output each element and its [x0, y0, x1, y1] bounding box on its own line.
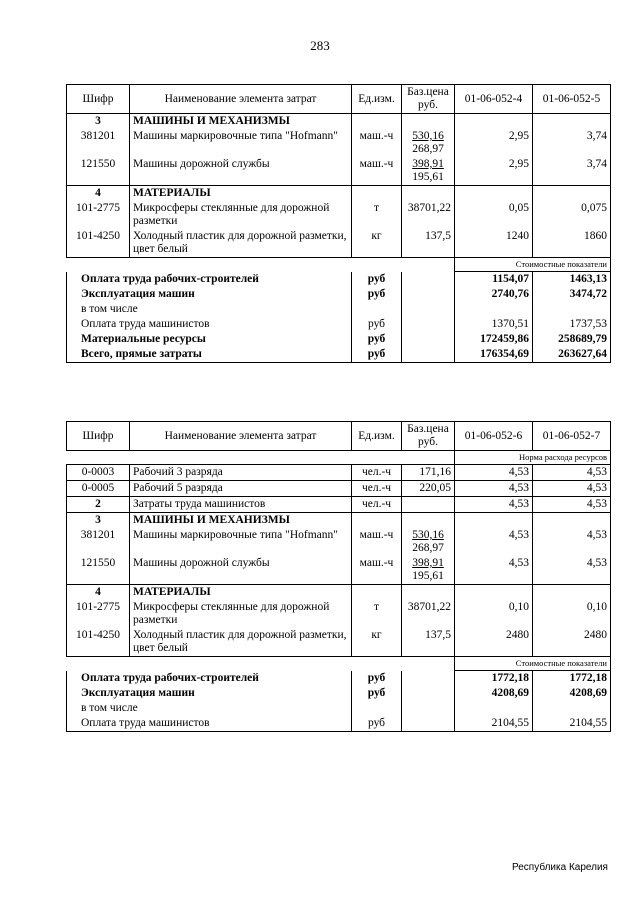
header-name: Наименование элемента затрат	[130, 422, 352, 451]
row-value-b: 4,53	[533, 528, 611, 556]
row-price-machinists: 268,97	[412, 143, 444, 155]
section-title: МАШИНЫ И МЕХАНИЗМЫ	[130, 114, 352, 130]
header-code: Шифр	[67, 422, 130, 451]
row-unit: кг	[352, 229, 402, 258]
resource-table-2	[66, 421, 611, 732]
row-value-a: 1240	[455, 229, 533, 258]
row-unit: чел.-ч	[352, 497, 402, 513]
row-name: Холодный пластик для дорожной разметки, цвет белый	[130, 229, 352, 258]
row-value-a: 2480	[455, 628, 533, 657]
row-price: 398,91	[412, 158, 444, 170]
row-price: 398,91	[412, 557, 444, 569]
summary-row	[67, 347, 611, 363]
header-col-b: 01-06-052-5	[533, 85, 611, 114]
row-price: 137,5	[402, 229, 455, 258]
row-code: 101-4250	[67, 229, 130, 258]
header-name: Наименование элемента затрат	[130, 85, 352, 114]
summary-row	[67, 686, 611, 701]
cost-indicators-banner: Стоимостные показатели	[455, 657, 611, 671]
row-price-machinists: 268,97	[412, 542, 444, 554]
summary-value-a: 176354,69	[455, 347, 533, 363]
row-unit: маш.-ч	[352, 556, 402, 585]
section-number: 3	[67, 114, 130, 130]
row-value-a: 4,53	[455, 528, 533, 556]
summary-label: в том числе	[67, 701, 352, 716]
row-value-b: 4,53	[533, 556, 611, 585]
summary-unit: руб	[352, 317, 402, 332]
summary-spacer	[402, 716, 455, 732]
row-name: Рабочий 5 разряда	[130, 481, 352, 497]
footer-region: Республика Карелия	[512, 862, 608, 873]
summary-unit: руб	[352, 686, 402, 701]
summary-unit: руб	[352, 716, 402, 732]
summary-unit	[352, 701, 402, 716]
row-value-b: 3,74	[533, 157, 611, 186]
cost-indicators-banner: Стоимостные показатели	[455, 258, 611, 272]
row-price: 137,5	[402, 628, 455, 657]
row-code: 0-0003	[67, 465, 130, 481]
summary-row	[67, 716, 611, 732]
summary-value-b	[533, 302, 611, 317]
summary-spacer	[402, 287, 455, 302]
row-value-b: 0,10	[533, 600, 611, 628]
section-row-machines	[67, 513, 611, 529]
header-code: Шифр	[67, 85, 130, 114]
summary-label: Материальные ресурсы	[67, 332, 352, 347]
section-number: 2	[67, 497, 130, 513]
section-title: МАШИНЫ И МЕХАНИЗМЫ	[130, 513, 352, 529]
row-price: 220,05	[402, 481, 455, 497]
row-value-a: 2,95	[455, 129, 533, 157]
row-value-a: 4,53	[455, 497, 533, 513]
header-col-b: 01-06-052-7	[533, 422, 611, 451]
summary-value-b: 2104,55	[533, 716, 611, 732]
row-price: 38701,22	[402, 201, 455, 229]
row-code: 121550	[67, 157, 130, 186]
summary-row	[67, 272, 611, 288]
row-name: Машины дорожной службы	[130, 556, 352, 585]
summary-value-b: 263627,64	[533, 347, 611, 363]
summary-row	[67, 302, 611, 317]
summary-spacer	[402, 332, 455, 347]
summary-spacer	[402, 272, 455, 288]
table-row	[67, 600, 611, 628]
table-row	[67, 556, 611, 585]
table-header-row	[67, 85, 611, 114]
section-row-machines	[67, 114, 611, 130]
summary-label: Оплата труда рабочих-строителей	[67, 671, 352, 687]
summary-value-b: 3474,72	[533, 287, 611, 302]
summary-spacer	[402, 686, 455, 701]
row-name: Холодный пластик для дорожной разметки, цвет белый	[130, 628, 352, 657]
summary-row	[67, 701, 611, 716]
summary-label: Эксплуатация машин	[67, 287, 352, 302]
banner-row	[67, 258, 611, 272]
summary-label: Оплата труда машинистов	[67, 317, 352, 332]
table-row	[67, 129, 611, 157]
summary-row	[67, 287, 611, 302]
row-price-machinists: 195,61	[412, 570, 444, 582]
summary-value-a: 172459,86	[455, 332, 533, 347]
row-unit: т	[352, 600, 402, 628]
summary-value-b: 4208,69	[533, 686, 611, 701]
row-value-a: 2,95	[455, 157, 533, 186]
banner-row	[67, 657, 611, 671]
row-code: 381201	[67, 528, 130, 556]
header-base-price: Баз.цена руб.	[402, 422, 455, 451]
header-unit: Ед.изм.	[352, 422, 402, 451]
summary-spacer	[402, 671, 455, 687]
header-base-price: Баз.цена руб.	[402, 85, 455, 114]
row-unit: т	[352, 201, 402, 229]
summary-row	[67, 332, 611, 347]
section-title: МАТЕРИАЛЫ	[130, 186, 352, 202]
summary-value-b	[533, 701, 611, 716]
table-row	[67, 628, 611, 657]
resource-table-1	[66, 84, 611, 363]
row-price: 530,16	[412, 529, 444, 541]
summary-label: Эксплуатация машин	[67, 686, 352, 701]
summary-value-a: 2104,55	[455, 716, 533, 732]
summary-label: Всего, прямые затраты	[67, 347, 352, 363]
row-value-b: 3,74	[533, 129, 611, 157]
summary-value-a: 1154,07	[455, 272, 533, 288]
section-row-materials	[67, 186, 611, 202]
summary-row	[67, 317, 611, 332]
row-value-a: 4,53	[455, 465, 533, 481]
summary-unit: руб	[352, 272, 402, 288]
summary-label: в том числе	[67, 302, 352, 317]
summary-value-b: 1463,13	[533, 272, 611, 288]
section-number: 4	[67, 186, 130, 202]
row-value-b: 4,53	[533, 465, 611, 481]
row-value-b: 4,53	[533, 481, 611, 497]
row-unit: кг	[352, 628, 402, 657]
row-price: 530,16	[412, 130, 444, 142]
summary-unit	[352, 302, 402, 317]
summary-value-a	[455, 302, 533, 317]
row-value-a: 4,53	[455, 481, 533, 497]
summary-spacer	[402, 347, 455, 363]
section-title: МАТЕРИАЛЫ	[130, 585, 352, 601]
row-value-b: 0,075	[533, 201, 611, 229]
row-code: 101-2775	[67, 600, 130, 628]
summary-value-b: 1772,18	[533, 671, 611, 687]
summary-unit: руб	[352, 332, 402, 347]
summary-value-b: 1737,53	[533, 317, 611, 332]
summary-spacer	[402, 302, 455, 317]
table-row	[67, 201, 611, 229]
summary-row	[67, 671, 611, 687]
banner-row	[67, 451, 611, 465]
row-unit: чел.-ч	[352, 481, 402, 497]
row-value-a: 0,10	[455, 600, 533, 628]
row-value-b: 2480	[533, 628, 611, 657]
summary-value-b: 258689,79	[533, 332, 611, 347]
row-unit: маш.-ч	[352, 528, 402, 556]
table-row	[67, 481, 611, 497]
row-price: 38701,22	[402, 600, 455, 628]
header-unit: Ед.изм.	[352, 85, 402, 114]
section-number: 3	[67, 513, 130, 529]
section-row-machinist-labor	[67, 497, 611, 513]
summary-label: Оплата труда машинистов	[67, 716, 352, 732]
summary-value-a: 4208,69	[455, 686, 533, 701]
row-code: 101-4250	[67, 628, 130, 657]
summary-value-a: 1370,51	[455, 317, 533, 332]
row-value-a: 0,05	[455, 201, 533, 229]
row-code: 121550	[67, 556, 130, 585]
page-number: 283	[310, 38, 330, 53]
row-code: 0-0005	[67, 481, 130, 497]
row-price-machinists: 195,61	[412, 171, 444, 183]
section-row-materials	[67, 585, 611, 601]
row-name: Микросферы стеклянные для дорожной разметки	[130, 201, 352, 229]
row-value-b: 4,53	[533, 497, 611, 513]
row-price: 171,16	[402, 465, 455, 481]
header-col-a: 01-06-052-4	[455, 85, 533, 114]
row-value-a: 4,53	[455, 556, 533, 585]
summary-label: Оплата труда рабочих-строителей	[67, 272, 352, 288]
summary-spacer	[402, 317, 455, 332]
summary-unit: руб	[352, 671, 402, 687]
resource-norm-banner: Норма расхода ресурсов	[455, 451, 611, 465]
row-unit: маш.-ч	[352, 129, 402, 157]
row-name: Машины маркировочные типа "Hofmann"	[130, 528, 352, 556]
row-unit: маш.-ч	[352, 157, 402, 186]
header-col-a: 01-06-052-6	[455, 422, 533, 451]
row-unit: чел.-ч	[352, 465, 402, 481]
row-name: Рабочий 3 разряда	[130, 465, 352, 481]
summary-value-a: 2740,76	[455, 287, 533, 302]
table-row	[67, 465, 611, 481]
table-header-row	[67, 422, 611, 451]
row-code: 101-2775	[67, 201, 130, 229]
table-row	[67, 157, 611, 186]
row-name: Машины маркировочные типа "Hofmann"	[130, 129, 352, 157]
section-number: 4	[67, 585, 130, 601]
summary-spacer	[402, 701, 455, 716]
table-row	[67, 229, 611, 258]
row-value-b: 1860	[533, 229, 611, 258]
row-code: 381201	[67, 129, 130, 157]
table-row	[67, 528, 611, 556]
summary-value-a: 1772,18	[455, 671, 533, 687]
summary-value-a	[455, 701, 533, 716]
summary-unit: руб	[352, 287, 402, 302]
row-name: Микросферы стеклянные для дорожной разметки	[130, 600, 352, 628]
row-name: Машины дорожной службы	[130, 157, 352, 186]
section-title: Затраты труда машинистов	[130, 497, 352, 513]
summary-unit: руб	[352, 347, 402, 363]
